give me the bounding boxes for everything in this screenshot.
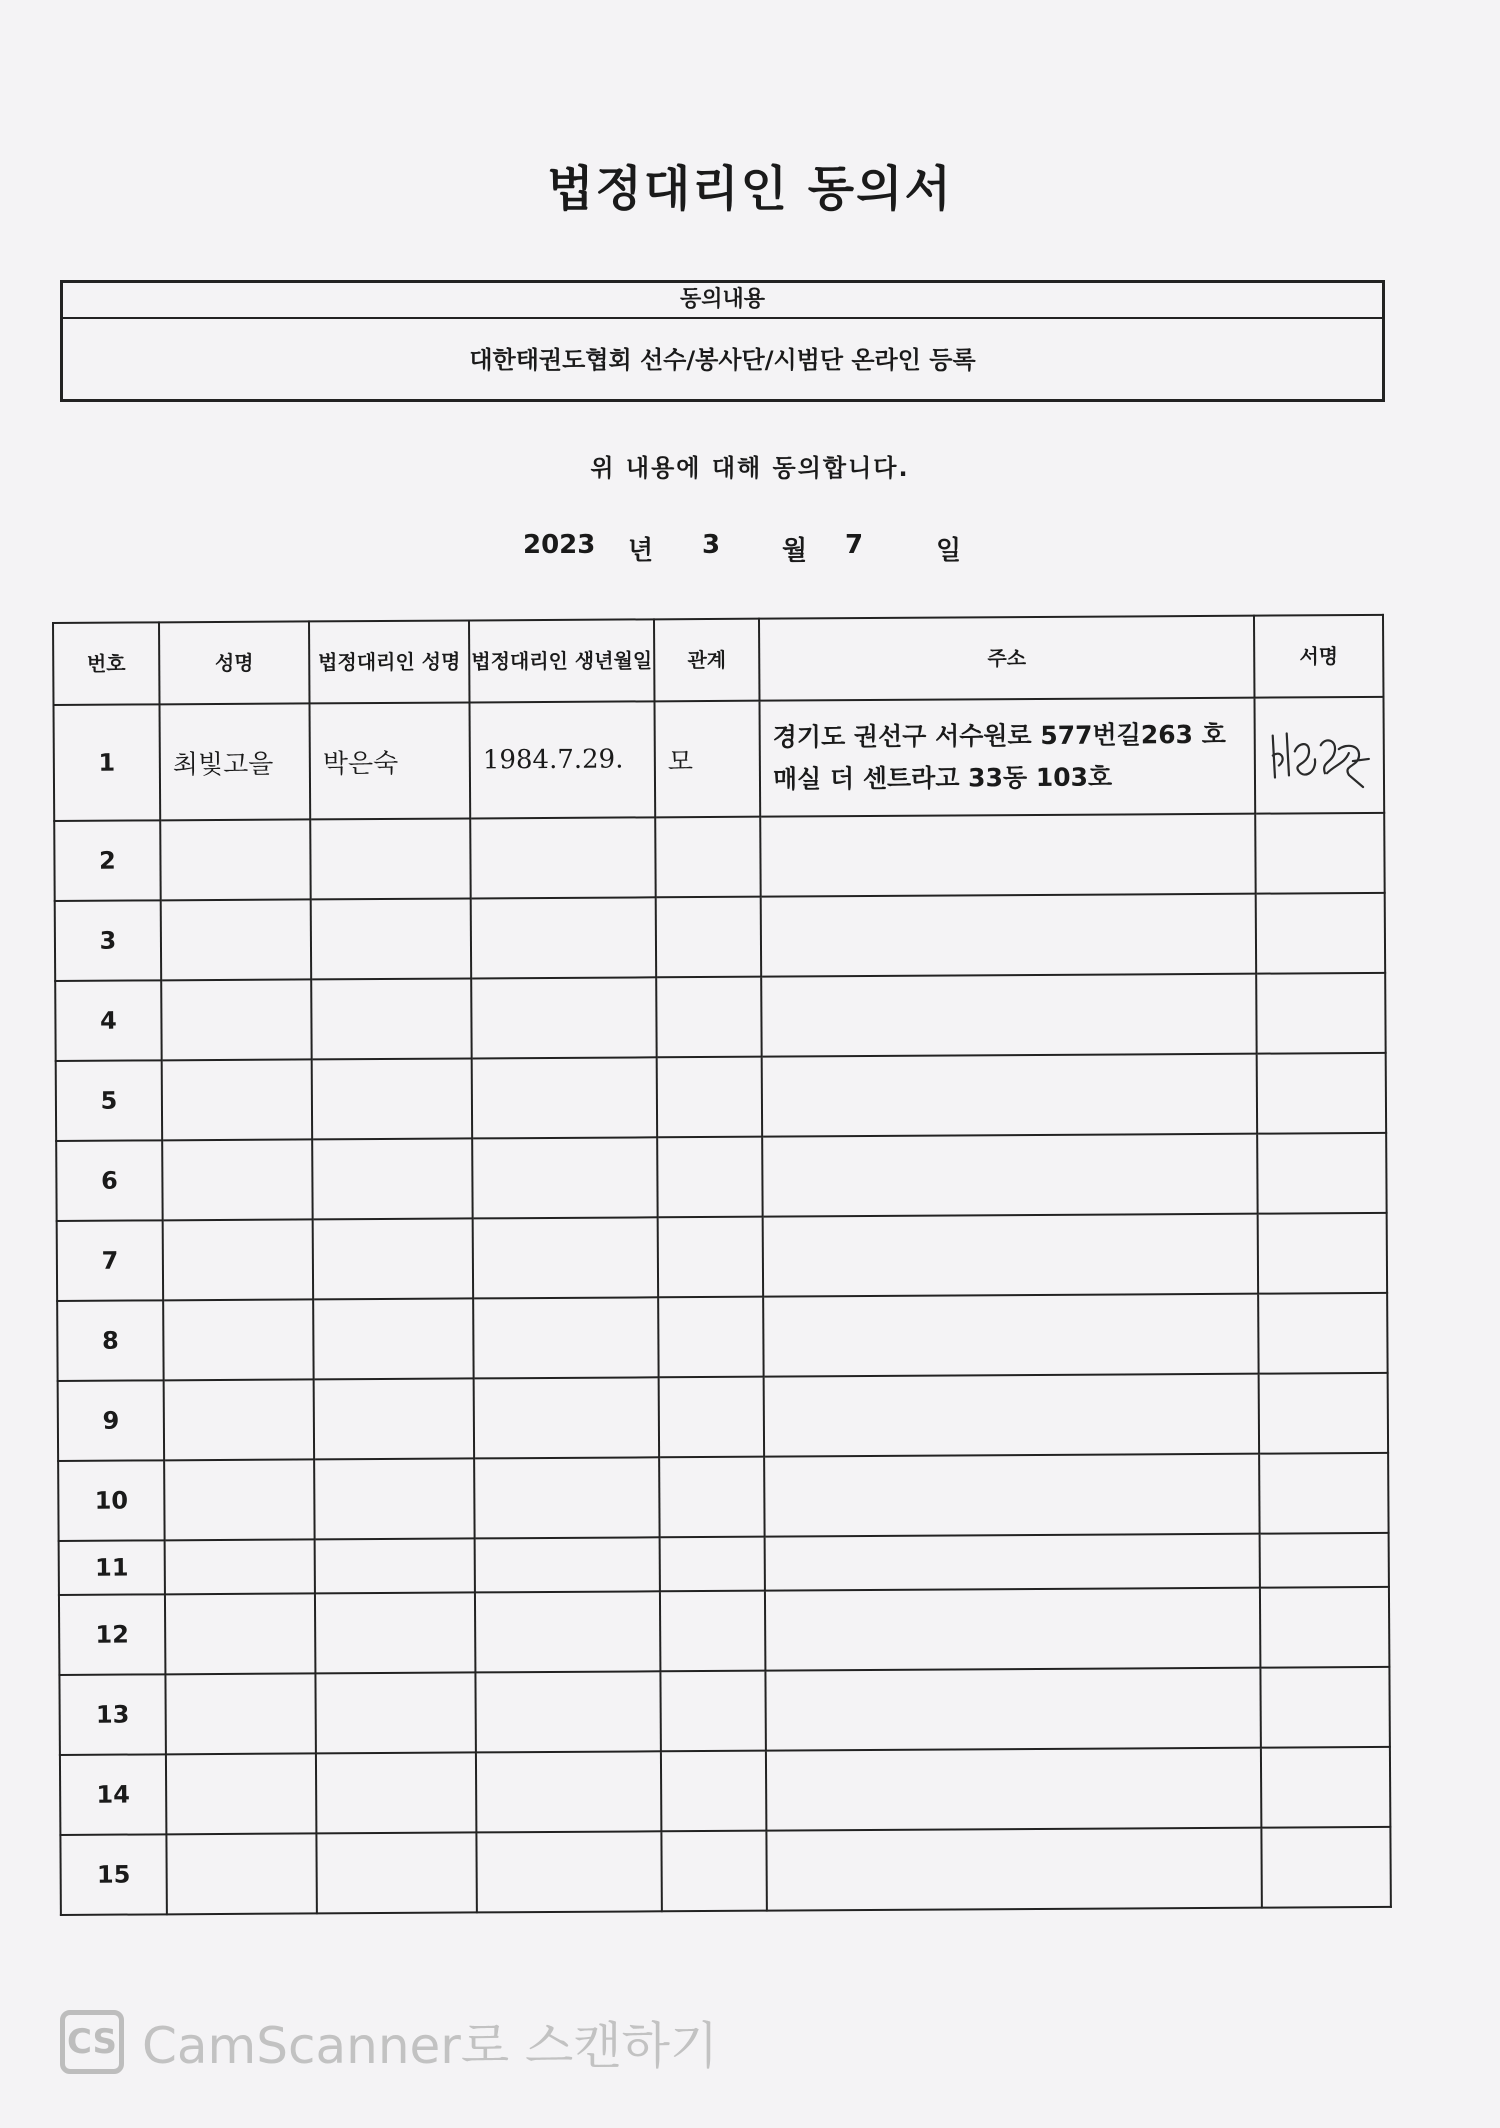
address-line-2: 매실 더 센트라고 33동 103호 [772, 762, 1113, 794]
date-day-unit: 일 [936, 536, 962, 566]
table-row [60, 1747, 1390, 1835]
row-number: 7 [57, 1220, 163, 1301]
row-number: 14 [60, 1754, 166, 1835]
table-row [57, 1213, 1387, 1301]
relation: 모 [654, 701, 760, 818]
page-title: 법정대리인 동의서 [547, 161, 953, 217]
table-header-row [53, 615, 1383, 705]
header-guardian-name: 법정대리인 성명 [309, 620, 469, 703]
row-number: 1 [54, 704, 161, 821]
signature-cell [1254, 697, 1384, 814]
header-address: 주소 [759, 616, 1254, 701]
table-row [56, 1133, 1386, 1221]
row-number: 12 [59, 1594, 165, 1675]
guardian-birth: 1984.7.29. [469, 701, 655, 818]
date-line [0, 530, 1500, 566]
row-number: 5 [56, 1060, 162, 1141]
table-row [54, 813, 1384, 901]
table-row [59, 1667, 1389, 1755]
header-sign: 서명 [1254, 615, 1383, 698]
row-number: 9 [58, 1380, 164, 1461]
table-row [55, 893, 1385, 981]
address [759, 698, 1255, 817]
row-number: 3 [55, 900, 161, 981]
header-name: 성명 [159, 621, 309, 704]
row-number: 11 [59, 1540, 165, 1595]
participant-name: 최빛고을 [160, 703, 311, 820]
header-no: 번호 [53, 622, 159, 705]
table-row [58, 1453, 1388, 1541]
table-row [55, 973, 1385, 1061]
camscanner-watermark [60, 2008, 718, 2076]
row-number: 8 [57, 1300, 163, 1381]
camscanner-logo-icon: CS [60, 2010, 124, 2074]
date-day: 7 [845, 530, 864, 560]
watermark-text: CamScanner로 스캔하기 [142, 2017, 719, 2075]
date-year: 2023 [523, 530, 596, 560]
consent-content: 대한태권도협회 선수/봉사단/시범단 온라인 등록 [469, 346, 976, 374]
table-row [58, 1373, 1388, 1461]
row-number: 15 [60, 1834, 166, 1915]
agree-statement: 위 내용에 대해 동의합니다. [590, 454, 910, 482]
table-row [54, 697, 1385, 821]
date-month: 3 [702, 530, 721, 560]
row-number: 10 [58, 1460, 164, 1541]
guardian-table [52, 614, 1392, 1916]
date-month-unit: 월 [782, 536, 808, 566]
table-row [60, 1827, 1390, 1915]
row-number: 2 [54, 820, 160, 901]
row-number: 13 [59, 1674, 165, 1755]
table-row [57, 1293, 1387, 1381]
table-row [59, 1587, 1389, 1675]
row-number: 6 [56, 1140, 162, 1221]
consent-box [60, 280, 1385, 402]
address-line-1: 경기도 권선구 서수원로 577번길263 호 [772, 719, 1226, 752]
consent-header: 동의내용 [63, 283, 1382, 319]
handwritten-signature [1264, 715, 1374, 796]
header-relation: 관계 [654, 619, 759, 702]
guardian-name: 박은숙 [310, 702, 471, 819]
row-number: 4 [55, 980, 161, 1061]
table-row [56, 1053, 1386, 1141]
header-guardian-birth: 법정대리인 생년월일 [469, 619, 654, 702]
table-row [59, 1533, 1389, 1595]
date-year-unit: 년 [628, 536, 654, 566]
